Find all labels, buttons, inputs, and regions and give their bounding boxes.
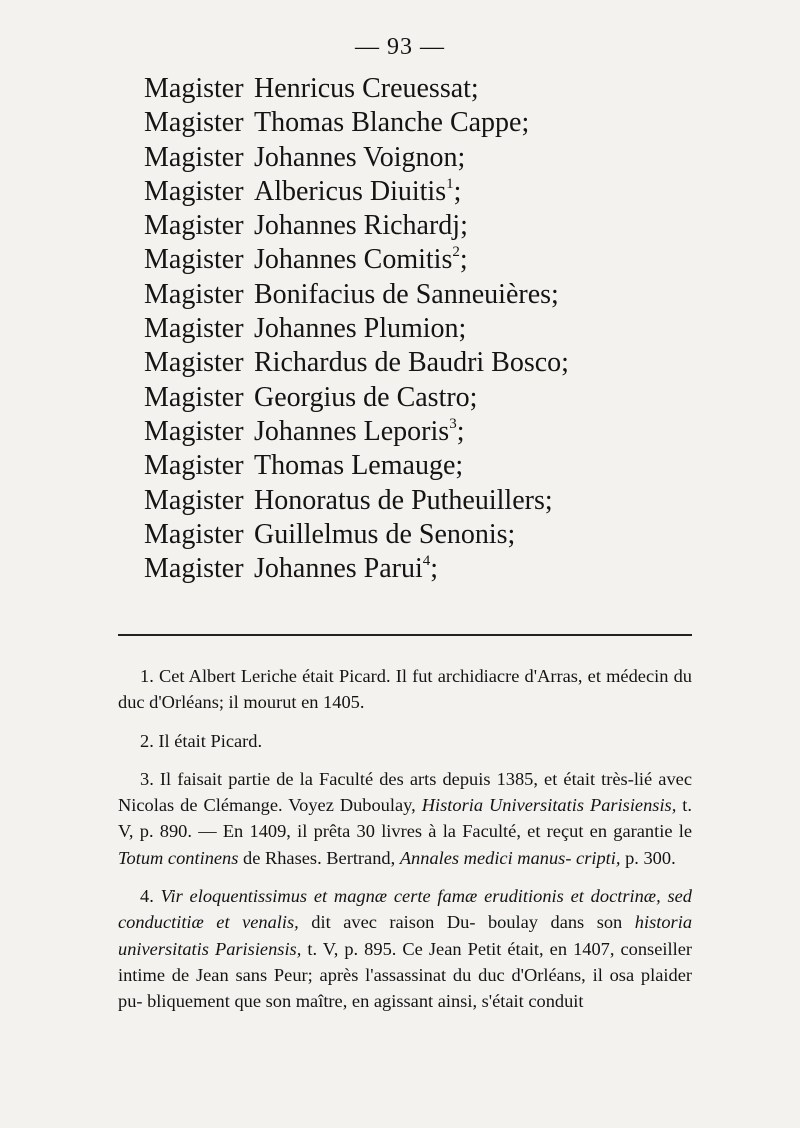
name-punctuation: ; — [456, 415, 465, 447]
footnote-number: 1. — [140, 666, 154, 686]
footnote-marker: 1 — [446, 175, 454, 192]
name-title: Magister — [144, 450, 244, 482]
name-title: Magister — [144, 518, 244, 550]
footnote-italic: historia universitatis Parisiensis, — [118, 912, 693, 959]
name-text: Johannes Voignon; — [254, 141, 466, 173]
footnote-1 — [118, 663, 692, 716]
footnote-italic: Vir eloquentissimus et magnæ certe famæ eruditionis et doctrinæ, sed conductitiæ et venalis, — [118, 886, 692, 933]
name-title: Magister — [144, 244, 244, 276]
name-entry — [144, 243, 569, 277]
name-entry — [144, 346, 569, 380]
name-title: Magister — [144, 381, 244, 413]
footnote-italic: Totum continens — [118, 847, 239, 868]
name-title: Magister — [144, 415, 244, 447]
name-text: Guillelmus de Senonis; — [254, 518, 516, 550]
footnote-text: t. V, p. 890. — En 1409, il prêta 30 livres à la Faculté, et reçut en garantie le — [118, 795, 692, 842]
footnote-2 — [118, 728, 692, 754]
name-text: Johannes Richardj; — [254, 210, 468, 242]
name-entry — [144, 312, 569, 346]
name-text: Honoratus de Putheuillers; — [254, 484, 553, 516]
name-text: Johannes Parui — [254, 553, 423, 585]
footnote-text: Il faisait partie de la Faculté des arts depuis 1385, et était très-lié avec Nicolas de Clémange. Voyez Duboulay, — [118, 768, 692, 816]
name-title: Magister — [144, 484, 244, 516]
footnote-marker: 3 — [449, 415, 457, 432]
name-text: Thomas Lemauge; — [254, 450, 464, 482]
footnote-text: de Rhases. Bertrand, — [243, 847, 396, 868]
name-punctuation: ; — [430, 553, 439, 585]
footnote-text: dit avec raison Du- boulay dans son — [311, 912, 623, 933]
name-text: Albericus Diuitis — [254, 175, 447, 207]
name-entry — [144, 72, 569, 106]
footnote-number: 3. — [140, 768, 154, 789]
footnote-text: Cet Albert Leriche était Picard. Il fut archidiacre d'Arras, et médecin du duc d'Orléans; il mourut en 1405. — [118, 666, 692, 713]
name-list — [144, 72, 569, 586]
name-title: Magister — [144, 313, 244, 345]
footnote-4 — [118, 883, 692, 1014]
footnote-3 — [118, 766, 692, 871]
footnote-rule — [118, 634, 692, 636]
footnote-number: 4. — [140, 886, 154, 907]
name-text: Johannes Plumion; — [254, 313, 467, 345]
footnote-text: p. 300. — [625, 847, 676, 868]
name-punctuation: ; — [453, 175, 462, 207]
name-text: Thomas Blanche Cappe; — [254, 107, 530, 139]
name-title: Magister — [144, 107, 244, 139]
name-text: Johannes Comitis — [254, 244, 453, 276]
name-entry — [144, 484, 569, 518]
name-text: Bonifacius de Sanneuières; — [254, 278, 559, 310]
footnote-text: Il était Picard. — [158, 730, 263, 751]
name-text: Richardus de Baudri Bosco; — [254, 347, 569, 379]
name-entry — [144, 209, 569, 243]
name-entry — [144, 518, 569, 552]
name-title: Magister — [144, 347, 244, 379]
footnote-italic: Annales medici manus- cripti, — [399, 847, 621, 868]
footnote-text: t. V, p. 895. Ce Jean Petit était, en 1407, conseiller intime de Jean sans Peur; après l'assassinat du duc d'Orléans, il osa plaider pu- bliquement que son maître, en agissant ainsi, s'était conduit — [118, 938, 692, 1012]
name-entry — [144, 449, 569, 483]
name-title: Magister — [144, 73, 244, 104]
name-punctuation: ; — [459, 244, 468, 276]
name-entry — [144, 141, 569, 175]
name-text: Johannes Leporis — [254, 415, 450, 447]
name-title: Magister — [144, 210, 244, 242]
name-text: Georgius de Castro; — [254, 381, 478, 413]
footnote-marker: 2 — [452, 244, 460, 261]
name-entry — [144, 278, 569, 312]
name-title: Magister — [144, 553, 244, 585]
footnote-marker: 4 — [422, 553, 431, 570]
name-title: Magister — [144, 278, 244, 310]
name-entry — [144, 381, 569, 415]
page-number: — 93 — — [355, 34, 445, 60]
name-text: Henricus Creuessat; — [254, 73, 479, 104]
footnote-italic: Historia Universitatis Parisiensis, — [421, 795, 677, 816]
name-title: Magister — [144, 175, 244, 207]
name-entry — [144, 552, 569, 586]
name-entry — [144, 415, 569, 449]
name-title: Magister — [144, 141, 244, 173]
footnotes — [118, 663, 692, 1027]
footnote-number: 2. — [140, 730, 154, 751]
name-entry — [144, 106, 569, 140]
name-entry — [144, 175, 569, 209]
